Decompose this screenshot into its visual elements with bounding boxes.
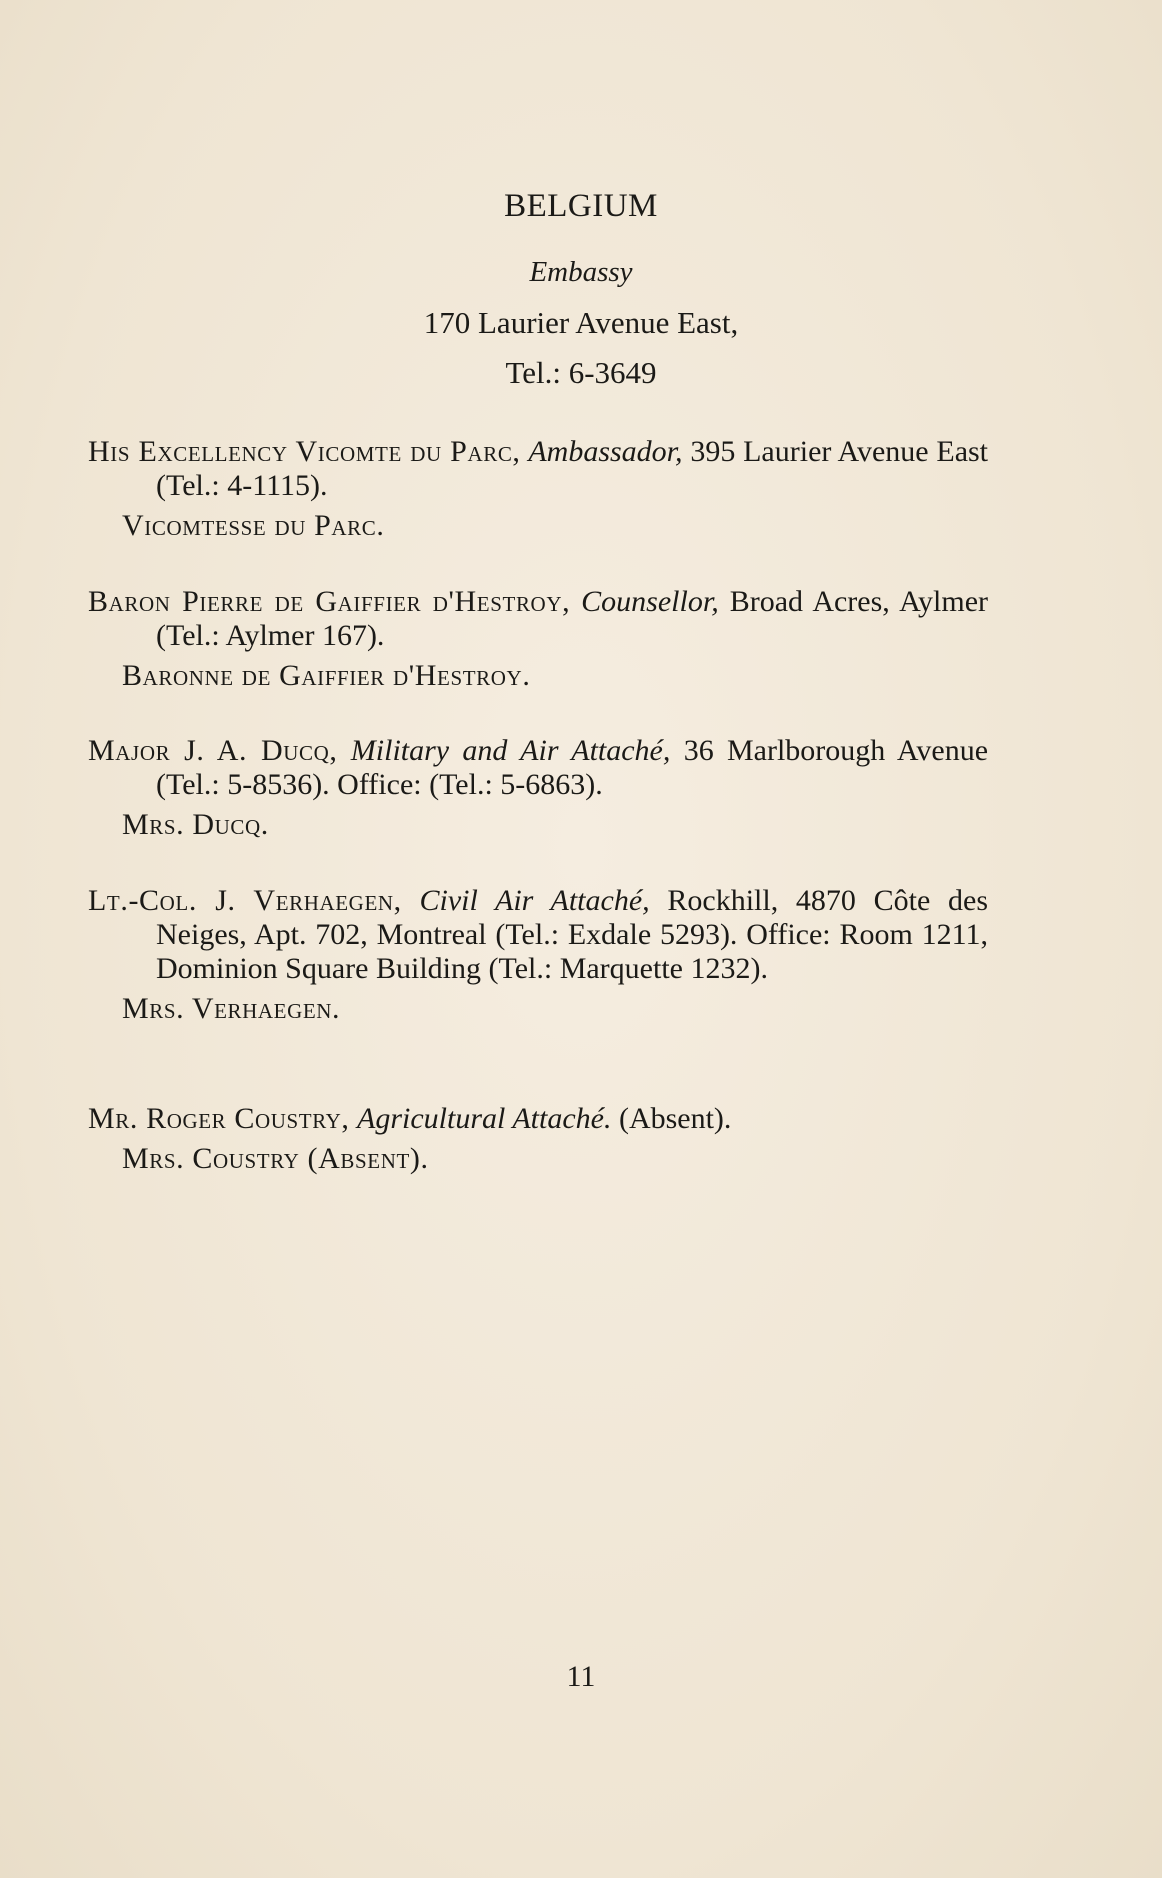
diplomat-line bbox=[88, 734, 988, 802]
diplomat-name: Major J. A. Ducq, bbox=[88, 734, 338, 767]
diplomat-line bbox=[88, 435, 988, 503]
diplomat-name: His Excellency Vicomte du Parc, bbox=[88, 435, 521, 468]
diplomat-entry bbox=[88, 734, 988, 842]
page-number: 11 bbox=[566, 1660, 596, 1693]
diplomat-details: 36 Marlborough Avenue (Tel.: 5-8536). Office: (Tel.: 5-6863). bbox=[156, 734, 989, 801]
mission-type: Embassy bbox=[529, 256, 633, 288]
spouse-name: Baronne de Gaiffier d'Hestroy. bbox=[122, 659, 531, 692]
diplomat-title: Agricultural Attaché. bbox=[357, 1102, 612, 1135]
diplomat-details: Rockhill, 4870 Côte des Neiges, Apt. 702, Montreal (Tel.: Exdale 5293). Office: Room 1211, Dominion Square Building (Tel.: Marquette 1232). bbox=[156, 884, 989, 985]
diplomat-name: Baron Pierre de Gaiffier d'Hestroy, bbox=[88, 585, 571, 618]
diplomat-title: Military and Air Attaché, bbox=[350, 734, 671, 767]
diplomat-title: Ambassador, bbox=[528, 435, 683, 468]
diplomat-title: Counsellor, bbox=[581, 585, 719, 618]
diplomat-details: 395 Laurier Avenue East (Tel.: 4-1115). bbox=[156, 435, 989, 502]
spouse-name: Mrs. Coustry (Absent). bbox=[122, 1142, 429, 1175]
diplomat-name: Lt.-Col. J. Verhaegen, bbox=[88, 884, 402, 917]
spouse-name: Mrs. Ducq. bbox=[122, 808, 269, 841]
diplomat-entry bbox=[88, 884, 988, 1026]
diplomat-line bbox=[88, 585, 988, 653]
embassy-address: 170 Laurier Avenue East, bbox=[423, 305, 739, 340]
diplomat-name: Mr. Roger Coustry, bbox=[88, 1102, 350, 1135]
spouse-name: Vicomtesse du Parc. bbox=[122, 509, 385, 542]
diplomat-line bbox=[88, 884, 988, 986]
diplomat-line bbox=[88, 1102, 988, 1136]
embassy-telephone: Tel.: 6-3649 bbox=[505, 355, 657, 390]
diplomat-entry bbox=[88, 585, 988, 693]
diplomat-details: Broad Acres, Aylmer (Tel.: Aylmer 167). bbox=[156, 585, 988, 652]
spouse-name: Mrs. Verhaegen. bbox=[122, 992, 341, 1025]
country-heading: BELGIUM bbox=[504, 188, 658, 224]
diplomat-entry bbox=[88, 435, 988, 543]
diplomat-title: Civil Air Attaché, bbox=[419, 884, 650, 917]
diplomat-details: (Absent). bbox=[618, 1102, 732, 1135]
diplomat-entry bbox=[88, 1102, 988, 1176]
